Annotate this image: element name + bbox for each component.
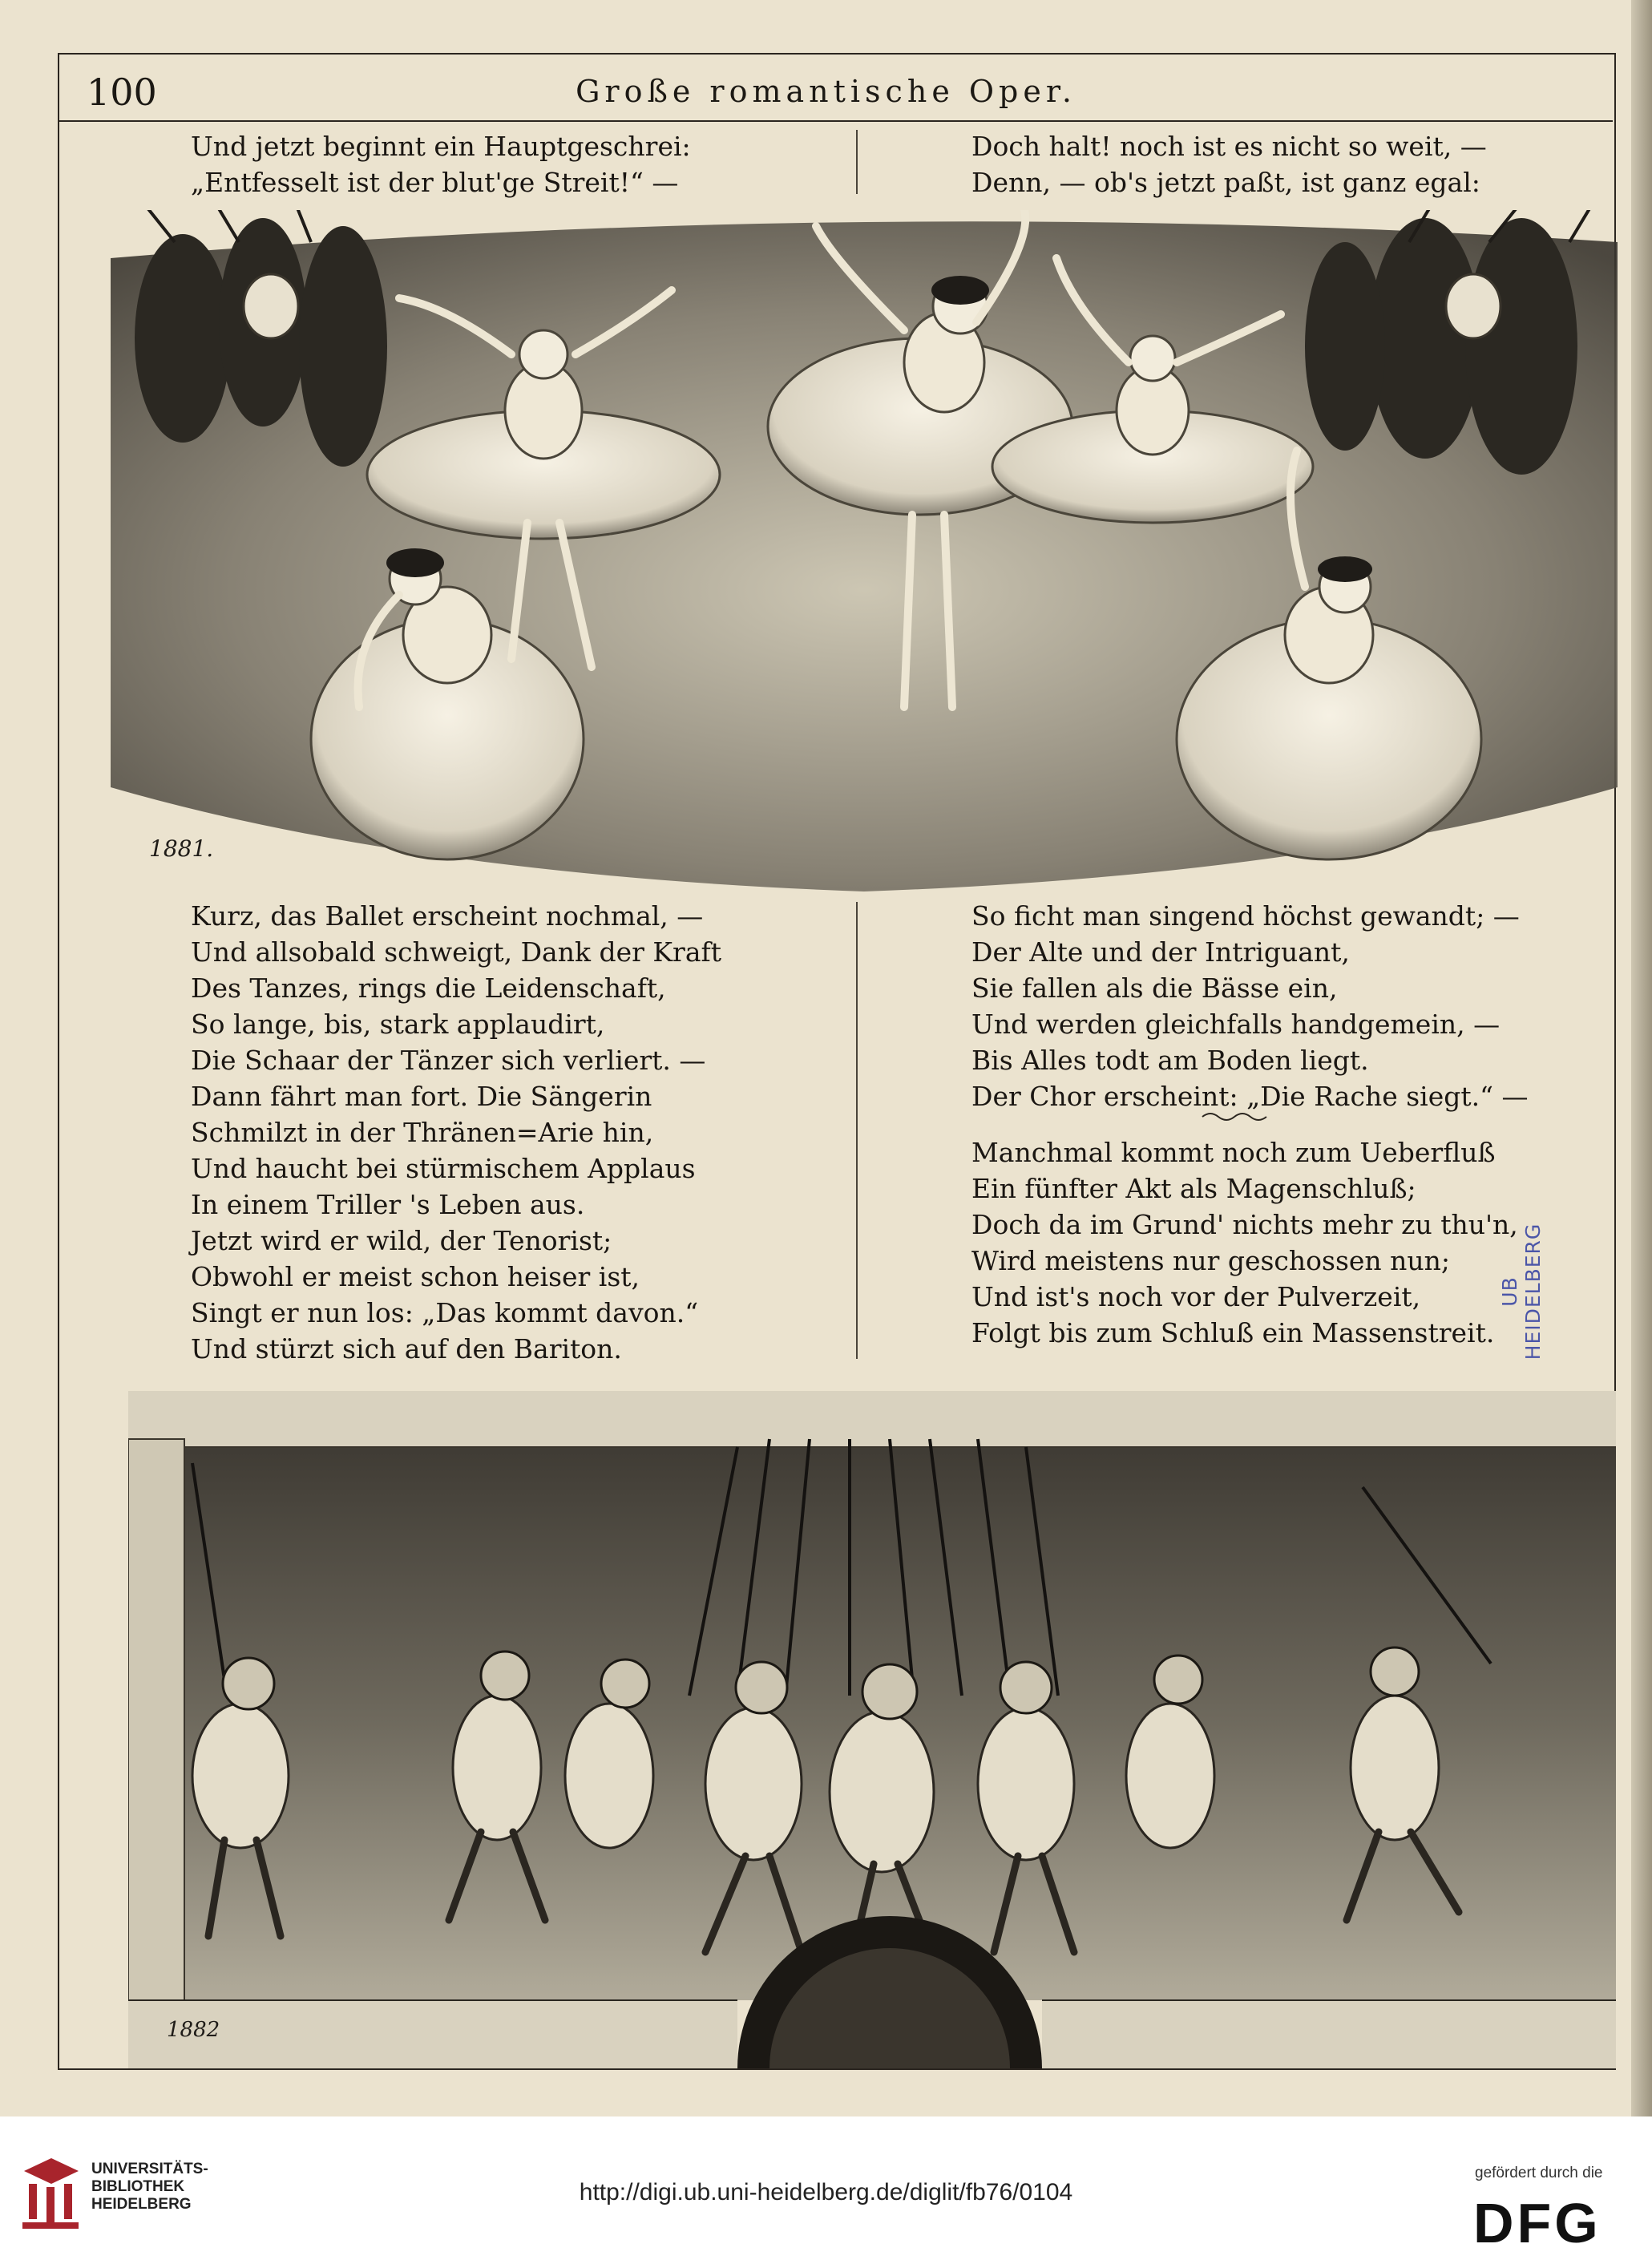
verse-line: So ficht man singend höchst gewandt; —	[971, 900, 1520, 932]
header-rule	[58, 120, 1613, 122]
verse-line: Obwohl er meist schon heiser ist,	[191, 1261, 640, 1292]
verse-line: Singt er nun los: „Das kommt davon.“	[191, 1297, 699, 1328]
permalink[interactable]: http://digi.ub.uni-heidelberg.de/diglit/fb76/0104	[579, 2179, 1073, 2205]
artist-signature: 1882	[167, 2018, 220, 2042]
dfg-logo: DFG	[1473, 2192, 1602, 2254]
verse-line: Und werden gleichfalls handgemein, —	[971, 1009, 1501, 1040]
verse-line: Bis Alles todt am Boden liegt.	[971, 1045, 1369, 1076]
verse-line: Und jetzt beginnt ein Hauptgeschrei:	[191, 131, 691, 162]
right-verse-column-a	[971, 898, 1528, 1114]
verse-line: Und allsobald schweigt, Dank der Kraft	[191, 936, 721, 968]
verse-line: Des Tanzes, rings die Leidenschaft,	[191, 972, 666, 1004]
institution-line: BIBLIOTHEK	[91, 2178, 185, 2195]
verse-line: Denn, — ob's jetzt paßt, ist ganz egal:	[971, 167, 1480, 198]
battle-engraving	[128, 1391, 1616, 2068]
verse-line: Der Chor erscheint: „Die Rache siegt.“ —	[971, 1081, 1529, 1112]
verse-line: Doch da im Grund' nichts mehr zu thu'n,	[971, 1209, 1518, 1240]
verse-line: Doch halt! noch ist es nicht so weit, —	[971, 131, 1487, 162]
artist-signature: 1881.	[149, 835, 214, 862]
verse-line: Dann fährt man fort. Die Sängerin	[191, 1081, 652, 1112]
verse-line: Ein fünfter Akt als Magenschluß;	[971, 1173, 1416, 1204]
right-verse-column-b	[971, 1134, 1518, 1351]
library-stamp	[1498, 1195, 1545, 1371]
running-head: Große romantische Oper.	[576, 74, 1076, 109]
verse-line: Sie fallen als die Bässe ein,	[971, 972, 1338, 1004]
verse-line: So lange, bis, stark applaudirt,	[191, 1009, 605, 1040]
stamp-text: UB HEIDELBERG	[1498, 1223, 1545, 1360]
verse-line: Und haucht bei stürmischem Applaus	[191, 1153, 696, 1184]
verse-line: Jetzt wird er wild, der Tenorist;	[191, 1225, 612, 1256]
top-left-verse	[191, 128, 691, 200]
verse-line: Der Alte und der Intriguant,	[971, 936, 1350, 968]
top-right-verse	[971, 128, 1487, 200]
battle-illustration	[128, 1391, 1616, 2068]
verse-line: Folgt bis zum Schluß ein Massenstreit.	[971, 1317, 1495, 1348]
verse-line: Kurz, das Ballet erscheint nochmal, —	[191, 900, 704, 932]
column-divider	[856, 902, 858, 1359]
verse-line: Die Schaar der Tänzer sich verliert. —	[191, 1045, 706, 1076]
ballet-illustration	[111, 210, 1618, 891]
page-number: 100	[87, 71, 157, 114]
verse-line: „Entfesselt ist der blut'ge Streit!“ —	[191, 167, 679, 198]
verse-line: Und ist's noch vor der Pulverzeit,	[971, 1281, 1421, 1312]
verse-line: In einem Triller 's Leben aus.	[191, 1189, 585, 1220]
page-edge	[1631, 0, 1652, 2116]
funded-by-label: gefördert durch die	[1475, 2165, 1603, 2181]
left-verse-column	[191, 898, 721, 1367]
ornament-swirl	[1201, 1110, 1273, 1123]
verse-line: Schmilzt in der Thränen=Arie hin,	[191, 1117, 654, 1148]
verse-line: Und stürzt sich auf den Bariton.	[191, 1333, 622, 1364]
verse-line: Manchmal kommt noch zum Ueberfluß	[971, 1137, 1496, 1168]
verse-line: Wird meistens nur geschossen nun;	[971, 1245, 1451, 1276]
institution-line: UNIVERSITÄTS-	[91, 2161, 208, 2177]
institution-line: HEIDELBERG	[91, 2196, 192, 2213]
ballet-engraving	[111, 210, 1618, 891]
column-divider	[856, 130, 858, 194]
